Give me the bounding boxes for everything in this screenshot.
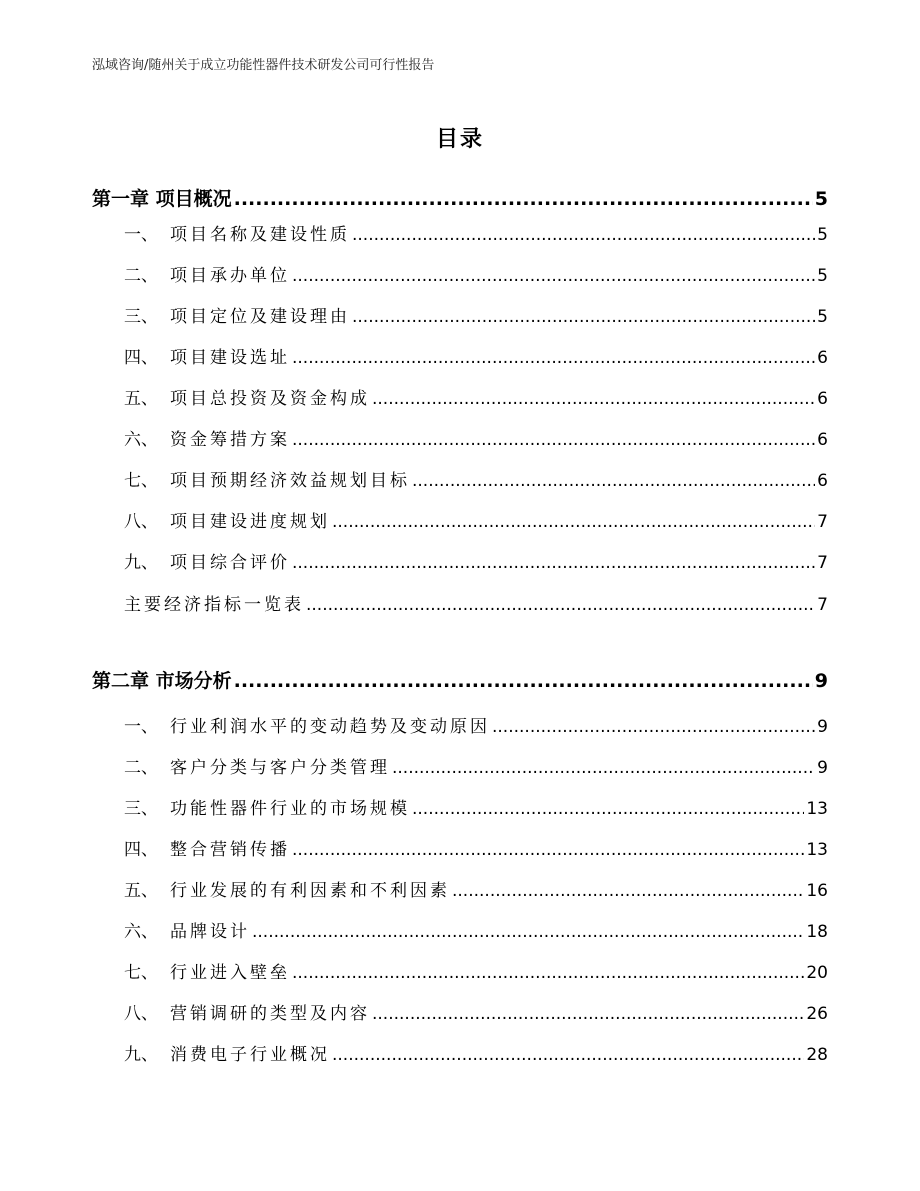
toc-page-number: 9 [817, 717, 828, 737]
toc-entry-label: 项目建设选址 [170, 348, 290, 368]
toc-section-entry[interactable] [92, 958, 828, 983]
toc-entry-label: 项目综合评价 [170, 553, 290, 573]
toc-leader-dots [352, 225, 815, 245]
toc-leader-dots [412, 471, 815, 491]
toc-section-entry[interactable] [92, 999, 828, 1024]
toc-entry-title [92, 184, 232, 211]
toc-page-number: 7 [817, 553, 828, 573]
toc-page-number: 13 [806, 840, 828, 860]
toc-page-number: 26 [806, 1004, 828, 1024]
toc-leader-dots [452, 881, 804, 901]
toc-entry-marker: 一、 [124, 717, 158, 737]
toc-page-number: 6 [817, 471, 828, 491]
toc-leader-dots [234, 670, 813, 692]
toc-chapter-entry[interactable] [92, 666, 828, 693]
toc-entry-marker: 九、 [124, 1045, 158, 1065]
toc-entry-marker: 一、 [124, 225, 158, 245]
toc-entry-marker: 四、 [124, 348, 158, 368]
toc-entry-label: 项目建设进度规划 [170, 512, 330, 532]
toc-page-number: 28 [806, 1045, 828, 1065]
toc-leader-dots [412, 799, 804, 819]
toc-section-entry[interactable] [92, 343, 828, 368]
toc-entry-title [124, 425, 290, 450]
toc-section-entry[interactable] [92, 590, 828, 615]
toc-section-entry[interactable] [92, 466, 828, 491]
toc-entry-label: 整合营销传播 [170, 840, 290, 860]
toc-leader-dots [352, 307, 815, 327]
toc-entry-title [124, 548, 290, 573]
toc-entry-marker: 八、 [124, 1004, 158, 1024]
toc-section-entry[interactable] [92, 302, 828, 327]
toc-entry-label: 项目承办单位 [170, 266, 290, 286]
toc-entry-label: 营销调研的类型及内容 [170, 1004, 370, 1024]
toc-section-entry[interactable] [92, 220, 828, 245]
toc-entry-label: 第一章 项目概况 [92, 188, 232, 210]
toc-entry-marker: 三、 [124, 799, 158, 819]
toc-entry-title [124, 917, 250, 942]
toc-leader-dots [292, 430, 815, 450]
toc-page-number: 5 [817, 225, 828, 245]
toc-page-number: 18 [806, 922, 828, 942]
toc-entry-label: 资金筹措方案 [170, 430, 290, 450]
toc-section-entry[interactable] [92, 917, 828, 942]
toc-entry-label: 项目名称及建设性质 [170, 225, 350, 245]
toc-section-entry[interactable] [92, 835, 828, 860]
toc-entry-label: 品牌设计 [170, 922, 250, 942]
toc-entry-title [124, 876, 450, 901]
toc-page-number: 5 [817, 307, 828, 327]
toc-section-entry[interactable] [92, 876, 828, 901]
toc-entry-title [124, 466, 410, 491]
toc-leader-dots [372, 1004, 804, 1024]
toc-entry-title [124, 999, 370, 1024]
toc-leader-dots [306, 595, 815, 615]
toc-section-entry[interactable] [92, 794, 828, 819]
toc-entry-marker: 三、 [124, 307, 158, 327]
toc-entry-title [124, 753, 390, 778]
toc-leader-dots [332, 1045, 804, 1065]
toc-section-entry[interactable] [92, 261, 828, 286]
toc-leader-dots [332, 512, 815, 532]
toc-entry-marker: 七、 [124, 471, 158, 491]
toc-leader-dots [292, 840, 804, 860]
toc-section-entry[interactable] [92, 548, 828, 573]
toc-entry-marker: 六、 [124, 922, 158, 942]
toc-entry-title [124, 343, 290, 368]
toc-leader-dots [492, 717, 815, 737]
toc-section-entry[interactable] [92, 1040, 828, 1065]
toc-leader-dots [252, 922, 804, 942]
toc-page-number: 9 [817, 758, 828, 778]
toc-page-number: 7 [817, 512, 828, 532]
toc-page-number: 5 [817, 266, 828, 286]
toc-section-entry[interactable] [92, 384, 828, 409]
toc-entry-title [92, 666, 232, 693]
toc-page-number: 5 [814, 188, 828, 210]
toc-entry-title [124, 794, 410, 819]
toc-leader-dots [292, 348, 815, 368]
toc-page-number: 13 [806, 799, 828, 819]
toc-entry-title [124, 384, 370, 409]
toc-leader-dots [292, 963, 804, 983]
toc-entry-title [124, 220, 350, 245]
toc-entry-title [124, 712, 490, 737]
toc-page-number: 9 [814, 670, 828, 692]
page-title: 目录 [435, 127, 484, 152]
toc-entry-marker: 八、 [124, 512, 158, 532]
toc-entry-title [124, 1040, 330, 1065]
toc-entry-marker: 五、 [124, 881, 158, 901]
toc-leader-dots [392, 758, 815, 778]
toc-entry-label: 客户分类与客户分类管理 [170, 758, 390, 778]
toc-page-number: 20 [806, 963, 828, 983]
toc-leader-dots [292, 553, 815, 573]
toc-page-number: 6 [817, 348, 828, 368]
toc-entry-marker: 五、 [124, 389, 158, 409]
toc-section-entry[interactable] [92, 507, 828, 532]
toc-section-entry[interactable] [92, 425, 828, 450]
toc-entry-title [124, 302, 350, 327]
toc-entry-label: 功能性器件行业的市场规模 [170, 799, 410, 819]
toc-entry-label: 主要经济指标一览表 [124, 595, 304, 615]
toc-entry-label: 第二章 市场分析 [92, 670, 232, 692]
page-header: 泓域咨询/随州关于成立功能性器件技术研发公司可行性报告 [92, 58, 435, 73]
toc-entry-marker: 九、 [124, 553, 158, 573]
toc-entry-title [124, 835, 290, 860]
toc-leader-dots [372, 389, 815, 409]
toc-leader-dots [292, 266, 815, 286]
toc-leader-dots [234, 188, 813, 210]
toc-chapter-entry[interactable] [92, 184, 828, 211]
toc-entry-title [124, 261, 290, 286]
toc-page-number: 6 [817, 389, 828, 409]
toc-entry-marker: 六、 [124, 430, 158, 450]
toc-entry-marker: 七、 [124, 963, 158, 983]
toc-entry-marker: 四、 [124, 840, 158, 860]
toc-entry-label: 项目定位及建设理由 [170, 307, 350, 327]
toc-entry-label: 行业利润水平的变动趋势及变动原因 [170, 717, 490, 737]
toc-page-number: 6 [817, 430, 828, 450]
toc-entry-marker: 二、 [124, 758, 158, 778]
toc-page-number: 16 [806, 881, 828, 901]
toc-section-entry[interactable] [92, 753, 828, 778]
toc-entry-label: 项目总投资及资金构成 [170, 389, 370, 409]
toc-entry-label: 项目预期经济效益规划目标 [170, 471, 410, 491]
toc-entry-title [124, 507, 330, 532]
toc-entry-label: 行业发展的有利因素和不利因素 [170, 881, 450, 901]
toc-section-entry[interactable] [92, 712, 828, 737]
toc-entry-label: 消费电子行业概况 [170, 1045, 330, 1065]
toc-entry-label: 行业进入壁垒 [170, 963, 290, 983]
toc-entry-title [124, 958, 290, 983]
toc-page-number: 7 [817, 595, 828, 615]
toc-entry-marker: 二、 [124, 266, 158, 286]
toc-entry-title [124, 590, 304, 615]
